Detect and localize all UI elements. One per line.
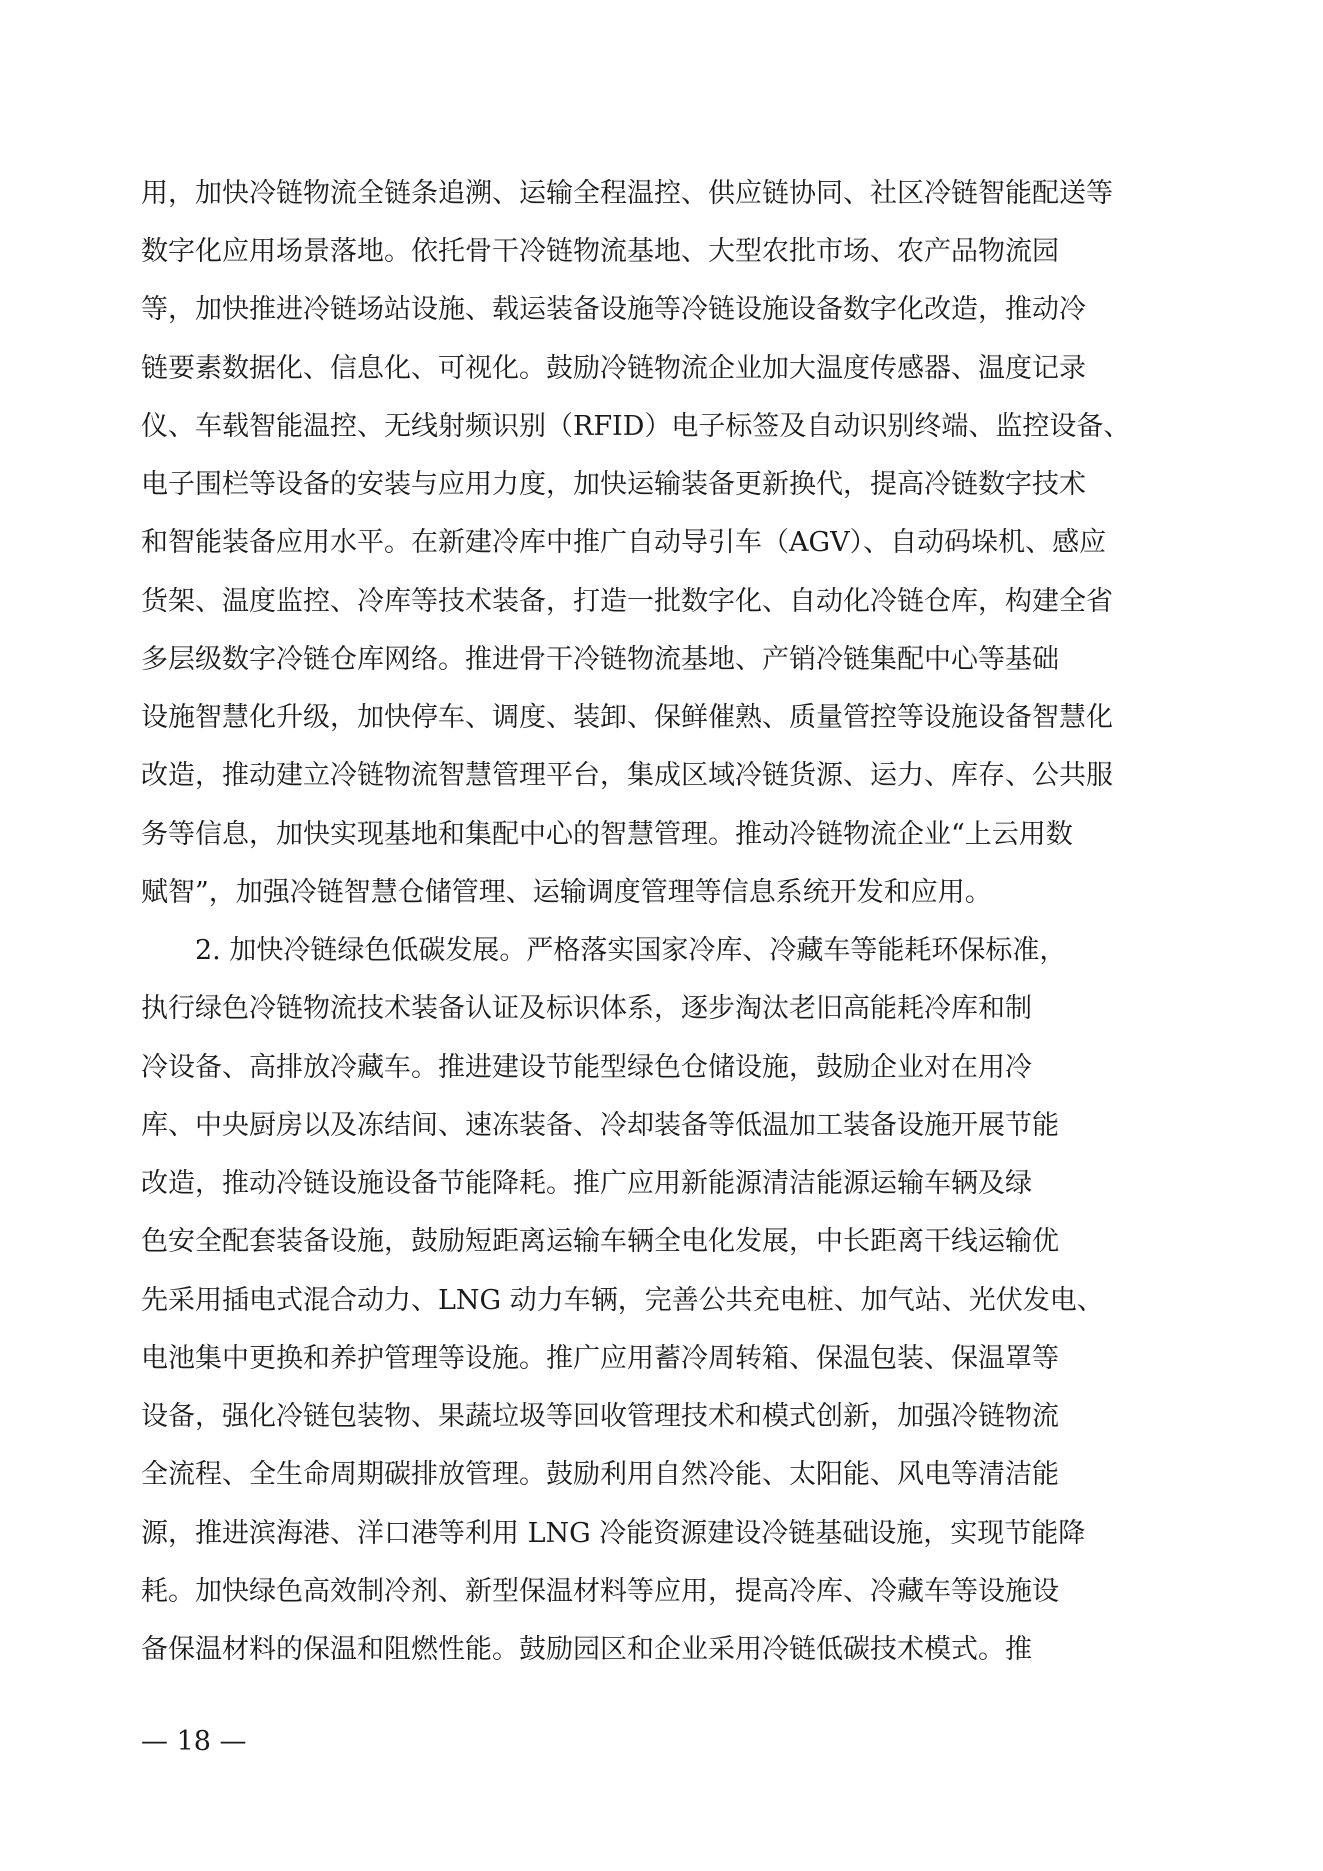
body-text-line: 设备，强化冷链包装物、果蔬垃圾等回收管理技术和模式创新，加强冷链物流	[141, 1401, 1059, 1432]
body-text-line: 电子围栏等设备的安装与应用力度，加快运输装备更新换代，提高冷链数字技术	[141, 469, 1086, 500]
body-text-line: 设施智慧化升级，加快停车、调度、装卸、保鲜催熟、质量管控等设施设备智慧化	[141, 702, 1113, 733]
body-text-line: 执行绿色冷链物流技术装备认证及标识体系，逐步淘汰老旧高能耗冷库和制	[141, 993, 1032, 1024]
body-text-line: 2. 加快冷链绿色低碳发展。严格落实国家冷库、冷藏车等能耗环保标准，	[141, 935, 1067, 966]
body-text-line: 仪、车载智能温控、无线射频识别（RFID）电子标签及自动识别终端、监控设备、	[141, 411, 1131, 442]
body-text-line: 数字化应用场景落地。依托骨干冷链物流基地、大型农批市场、农产品物流园	[141, 236, 1059, 267]
body-text-line: 务等信息，加快实现基地和集配中心的智慧管理。推动冷链物流企业“上云用数	[141, 819, 1073, 850]
body-text-line: 用，加快冷链物流全链条追溯、运输全程温控、供应链协同、社区冷链智能配送等	[141, 178, 1113, 209]
page-number: — 18 —	[141, 1726, 247, 1757]
body-text-line: 赋智”，加强冷链智慧仓储管理、运输调度管理等信息系统开发和应用。	[141, 877, 992, 908]
body-text-line: 多层级数字冷链仓库网络。推进骨干冷链物流基地、产销冷链集配中心等基础	[141, 644, 1059, 675]
body-text-line: 改造，推动冷链设施设备节能降耗。推广应用新能源清洁能源运输车辆及绿	[141, 1168, 1032, 1199]
body-text-line: 备保温材料的保温和阻燃性能。鼓励园区和企业采用冷链低碳技术模式。推	[141, 1634, 1032, 1665]
body-text-line: 和智能装备应用水平。在新建冷库中推广自动导引车（AGV）、自动码垛机、感应	[141, 527, 1107, 558]
body-text-line: 货架、温度监控、冷库等技术装备，打造一批数字化、自动化冷链仓库，构建全省	[141, 586, 1113, 617]
body-text-line: 库、中央厨房以及冻结间、速冻装备、冷却装备等低温加工装备设施开展节能	[141, 1110, 1059, 1141]
body-text-line: 改造，推动建立冷链物流智慧管理平台，集成区域冷链货源、运力、库存、公共服	[141, 760, 1113, 791]
body-text-line: 全流程、全生命周期碳排放管理。鼓励利用自然冷能、太阳能、风电等清洁能	[141, 1459, 1059, 1490]
body-text-line: 链要素数据化、信息化、可视化。鼓励冷链物流企业加大温度传感器、温度记录	[141, 353, 1086, 384]
body-text-line: 色安全配套装备设施，鼓励短距离运输车辆全电化发展，中长距离干线运输优	[141, 1226, 1059, 1257]
body-text-line: 电池集中更换和养护管理等设施。推广应用蓄冷周转箱、保温包装、保温罩等	[141, 1343, 1059, 1374]
body-text-line: 等，加快推进冷链场站设施、载运装备设施等冷链设施设备数字化改造，推动冷	[141, 294, 1086, 325]
body-text-line: 源，推进滨海港、洋口港等利用 LNG 冷能资源建设冷链基础设施，实现节能降	[141, 1518, 1086, 1549]
body-text-line: 冷设备、高排放冷藏车。推进建设节能型绿色仓储设施，鼓励企业对在用冷	[141, 1052, 1032, 1083]
body-text-line: 先采用插电式混合动力、LNG 动力车辆，完善公共充电桩、加气站、光伏发电、	[141, 1285, 1104, 1316]
body-text-line: 耗。加快绿色高效制冷剂、新型保温材料等应用，提高冷库、冷藏车等设施设	[141, 1576, 1059, 1607]
